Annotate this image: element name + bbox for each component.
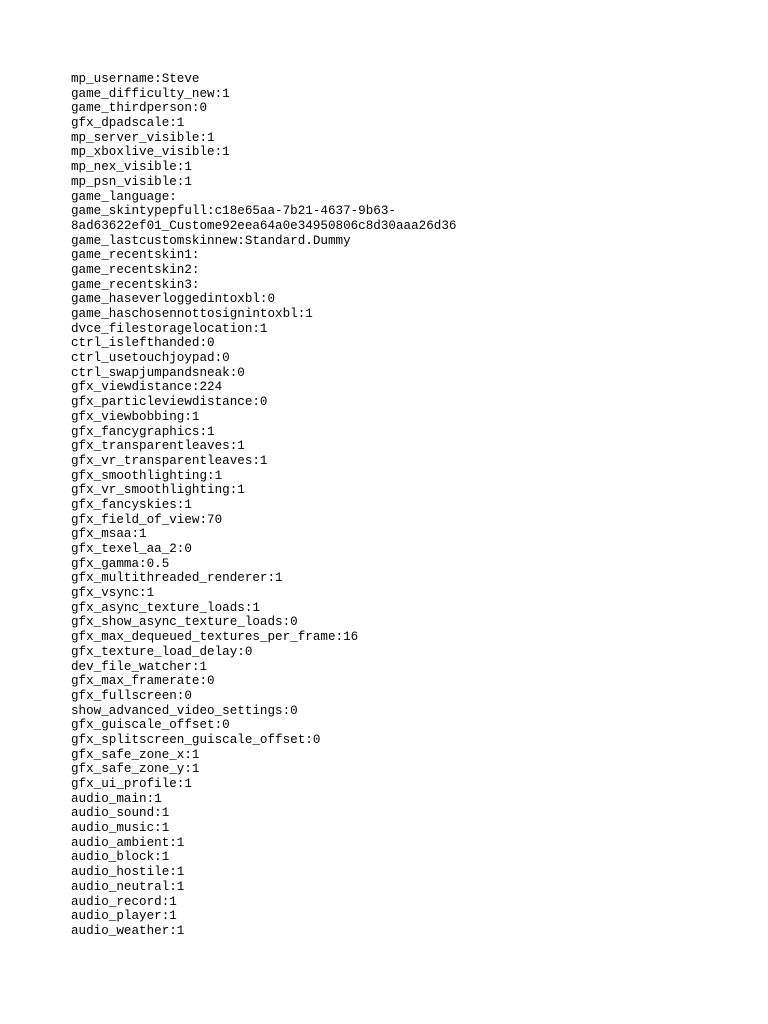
text-line: audio_ambient:1 — [71, 835, 185, 850]
text-line: gfx_async_texture_loads:1 — [71, 600, 260, 615]
text-line: gfx_fancyskies:1 — [71, 497, 192, 512]
text-line: gfx_fullscreen:0 — [71, 688, 192, 703]
text-line: audio_weather:1 — [71, 923, 185, 938]
text-line: game_haschosennottosignintoxbl:1 — [71, 307, 313, 321]
document-page — [71, 72, 751, 939]
text-line: game_lastcustomskinnew:Standard.Dummy — [71, 233, 351, 248]
text-line: dev_file_watcher:1 — [71, 659, 208, 674]
text-line: gfx_ui_profile:1 — [71, 777, 192, 791]
text-line: game_recentskin1: — [71, 248, 200, 263]
text-line: mp_xboxlive_visible:1 — [71, 145, 230, 160]
text-line: gfx_max_dequeued_textures_per_frame:16 — [71, 630, 359, 645]
text-line: game_thirdperson:0 — [71, 101, 208, 116]
text-line: game_recentskin3: — [71, 277, 200, 292]
text-line: gfx_vsync:1 — [71, 586, 155, 601]
text-line: mp_server_visible:1 — [71, 130, 215, 145]
text-line: audio_sound:1 — [71, 806, 170, 821]
text-line: audio_neutral:1 — [71, 879, 185, 894]
text-line: audio_hostile:1 — [71, 865, 185, 880]
text-line: gfx_vr_smoothlighting:1 — [71, 483, 245, 498]
text-line: gfx_multithreaded_renderer:1 — [71, 571, 283, 586]
text-line: mp_nex_visible:1 — [71, 160, 192, 175]
text-line: audio_player:1 — [71, 909, 177, 924]
text-line: gfx_fancygraphics:1 — [71, 424, 215, 439]
text-line: game_language: — [71, 189, 177, 204]
text-line: mp_psn_visible:1 — [71, 174, 192, 189]
text-line: gfx_smoothlighting:1 — [71, 468, 223, 483]
text-line: gfx_dpadscale:1 — [71, 116, 185, 131]
text-line: gfx_viewdistance:224 — [71, 380, 223, 395]
text-line: gfx_transparentleaves:1 — [71, 439, 245, 454]
text-line: gfx_show_async_texture_loads:0 — [71, 615, 298, 630]
text-line: gfx_particleviewdistance:0 — [71, 395, 268, 410]
text-line: 8ad63622ef01_Custome92eea64a0e34950806c8d30aaa26d36 — [71, 218, 457, 233]
text-line: game_difficulty_new:1 — [71, 86, 230, 101]
text-line: gfx_viewbobbing:1 — [71, 409, 200, 424]
text-line: gfx_field_of_view:70 — [71, 512, 223, 527]
text-line: ctrl_usetouchjoypad:0 — [71, 351, 230, 366]
text-line: audio_block:1 — [71, 850, 170, 865]
text-line: gfx_texture_load_delay:0 — [71, 644, 253, 659]
text-line: ctrl_islefthanded:0 — [71, 336, 215, 351]
text-lines — [71, 72, 751, 939]
text-line: gfx_safe_zone_x:1 — [71, 747, 200, 762]
text-line: game_haseverloggedintoxbl:0 — [71, 292, 276, 307]
text-line: show_advanced_video_settings:0 — [71, 703, 298, 718]
text-line: gfx_safe_zone_y:1 — [71, 762, 200, 777]
text-line: gfx_splitscreen_guiscale_offset:0 — [71, 732, 321, 747]
text-line: gfx_max_framerate:0 — [71, 674, 215, 689]
text-line: dvce_filestoragelocation:1 — [71, 321, 268, 336]
text-line: audio_main:1 — [71, 791, 162, 806]
text-line: game_skintypepfull:c18e65aa-7b21-4637-9b63- — [71, 204, 396, 219]
text-line: game_recentskin2: — [71, 262, 200, 277]
text-line: gfx_guiscale_offset:0 — [71, 718, 230, 733]
text-line: ctrl_swapjumpandsneak:0 — [71, 365, 245, 380]
text-line: gfx_msaa:1 — [71, 527, 147, 542]
text-line: gfx_texel_aa_2:0 — [71, 542, 192, 556]
text-line: audio_music:1 — [71, 821, 170, 836]
text-line: gfx_gamma:0.5 — [71, 556, 170, 571]
text-line: mp_username:Steve — [71, 72, 200, 86]
text-line: gfx_vr_transparentleaves:1 — [71, 453, 268, 468]
text-line: audio_record:1 — [71, 894, 177, 909]
